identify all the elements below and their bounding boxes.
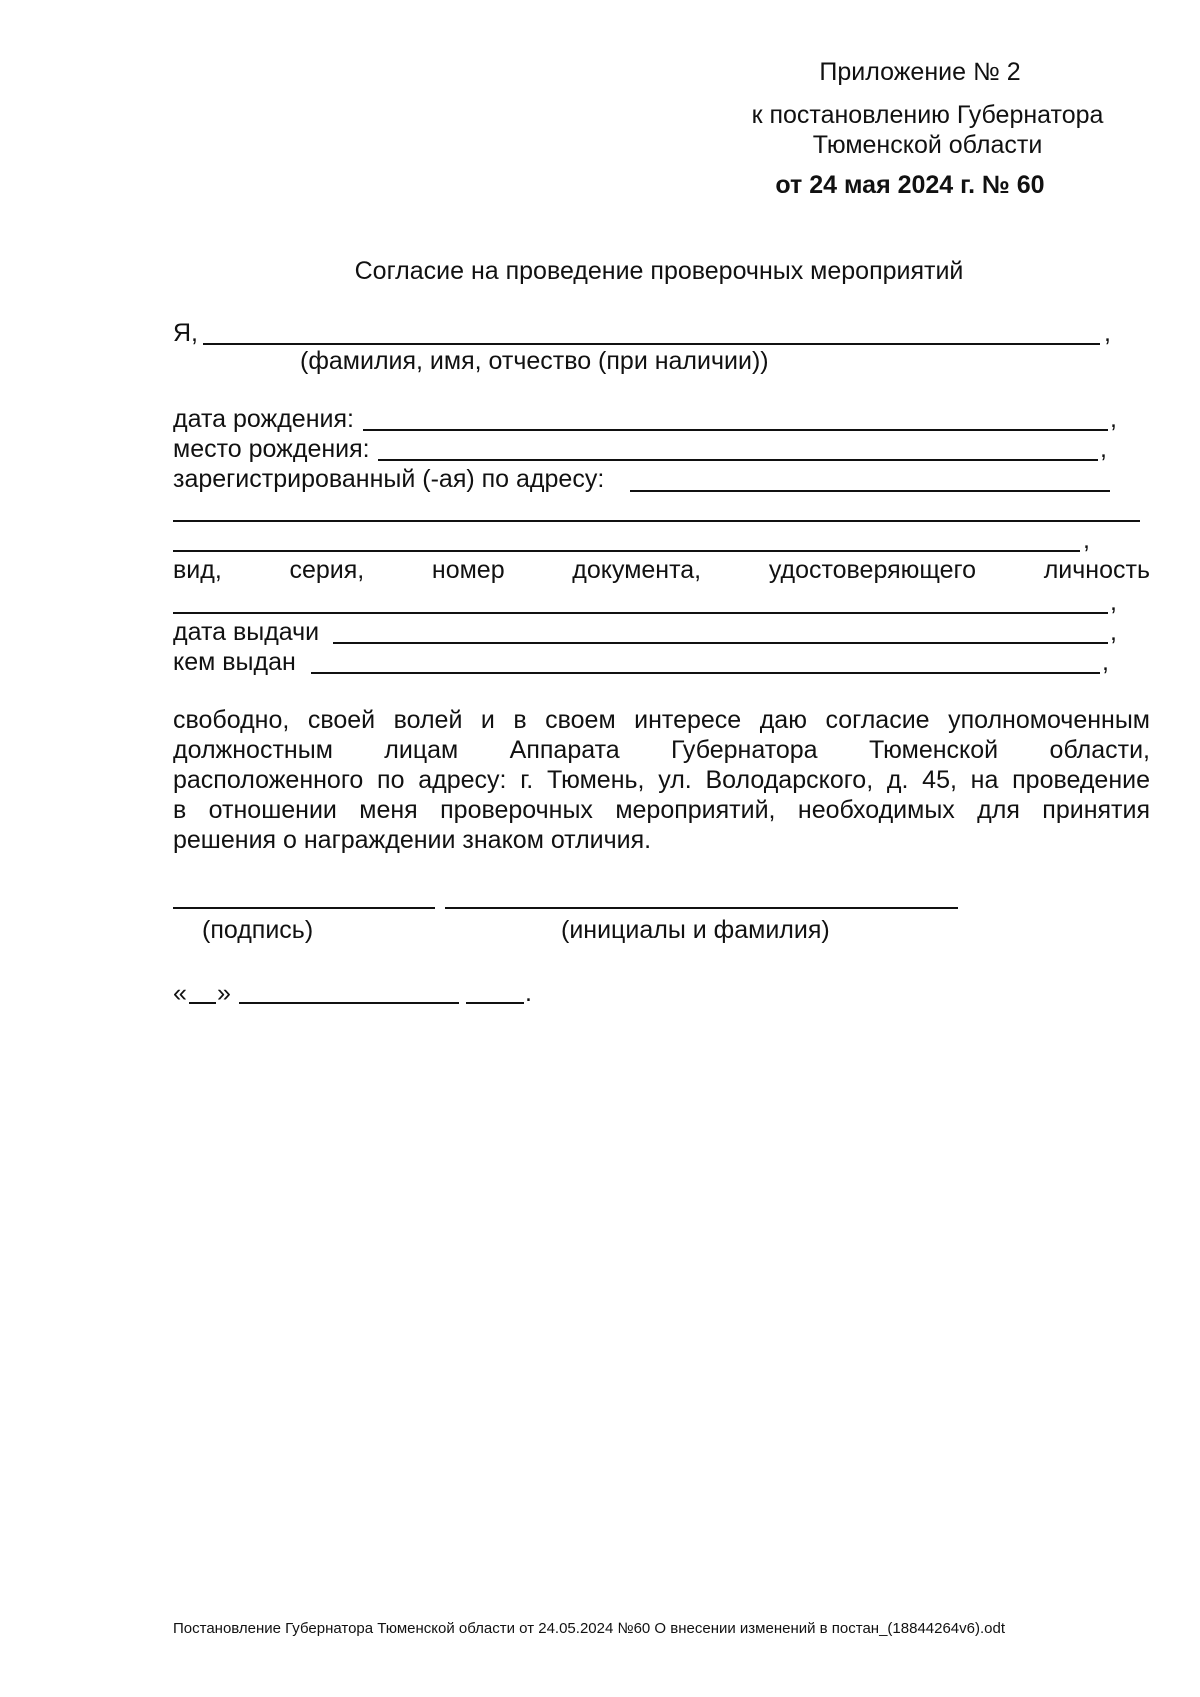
name-hint: (инициалы и фамилия) [561, 916, 830, 944]
comma: , [1110, 588, 1117, 616]
date-close-quote: » [217, 979, 231, 1007]
comma: , [1104, 319, 1111, 347]
registered-address-label: зарегистрированный (-ая) по адресу: [173, 465, 605, 493]
document-word: личность [1043, 556, 1150, 584]
document-word: вид, [173, 556, 222, 584]
comma: , [1100, 435, 1107, 463]
issue-date-label: дата выдачи [173, 618, 320, 646]
comma: , [1102, 648, 1109, 676]
year-field-line[interactable] [466, 1002, 524, 1004]
signature-field-line[interactable] [173, 907, 435, 909]
month-field-line[interactable] [239, 1002, 459, 1004]
date-open-quote: « [173, 979, 187, 1007]
comma: , [1110, 405, 1117, 433]
consent-paragraph [173, 705, 1150, 855]
issue-date-field-line[interactable] [333, 642, 1108, 644]
issued-by-label: кем выдан [173, 648, 296, 676]
comma: , [1083, 526, 1090, 554]
identity-document-label [173, 555, 1150, 585]
identity-document-field-line[interactable] [173, 612, 1108, 614]
page-title: Согласие на проведение проверочных мероприятий [354, 257, 964, 285]
birth-place-field-line[interactable] [378, 459, 1098, 461]
document-footer: Постановление Губернатора Тюменской области от 24.05.2024 №60 О внесении изменений в постан_(18844264v6).odt [173, 1620, 1006, 1637]
fio-field-line[interactable] [203, 343, 1100, 345]
document-word: номер [431, 556, 505, 584]
appendix-number: Приложение № 2 [819, 58, 1021, 86]
consent-line: в отношении меня проверочных мероприятий, необходимых для принятия [173, 796, 1150, 824]
birth-date-label: дата рождения: [173, 405, 354, 433]
consent-line-last: решения о награждении знаком отличия. [173, 826, 652, 854]
birth-place-label: место рождения: [173, 435, 370, 463]
address-field-line-2[interactable] [173, 520, 1140, 522]
fio-hint: (фамилия, имя, отчество (при наличии)) [300, 347, 769, 375]
consent-line: должностным лицам Аппарата Губернатора Тюменской области, [173, 736, 1150, 764]
address-field-line-3[interactable] [173, 550, 1080, 552]
decree-date-number: от 24 мая 2024 г. № 60 [775, 171, 1045, 199]
consent-line: расположенного по адресу: г. Тюмень, ул. Володарского, д. 45, на проведение [173, 766, 1150, 794]
address-field-line-1[interactable] [630, 490, 1110, 492]
document-word: серия, [289, 556, 365, 584]
date-period: . [525, 979, 532, 1007]
region-name: Тюменской области [812, 131, 1043, 159]
name-field-line[interactable] [445, 907, 958, 909]
signature-hint: (подпись) [202, 916, 314, 944]
issued-by-field-line[interactable] [311, 672, 1100, 674]
birth-date-field-line[interactable] [363, 429, 1108, 431]
document-word: удостоверяющего [768, 556, 977, 584]
consent-line: свободно, своей волей и в своем интересе даю согласие уполномоченным [173, 706, 1150, 734]
document-word: документа, [572, 556, 702, 584]
comma: , [1110, 618, 1117, 646]
day-field-line[interactable] [189, 1002, 216, 1004]
decree-reference: к постановлению Губернатора [751, 101, 1104, 129]
i-label: Я, [173, 319, 198, 347]
